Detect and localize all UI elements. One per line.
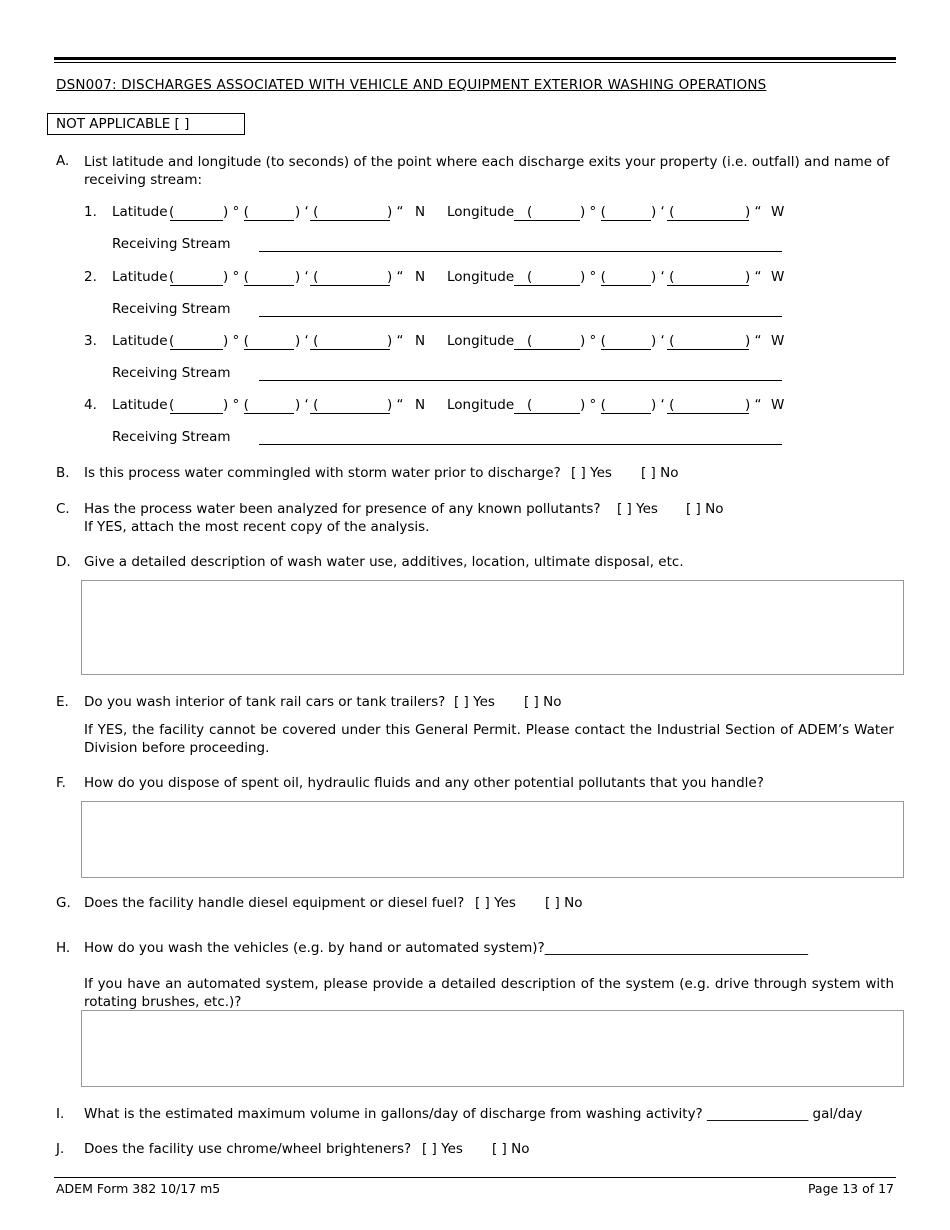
question-c-no-checkbox[interactable]: [ ] No bbox=[686, 501, 724, 517]
longitude-seconds-field[interactable] bbox=[667, 285, 749, 286]
latitude-minutes-field[interactable] bbox=[244, 349, 294, 350]
receiving-stream-field[interactable] bbox=[259, 251, 782, 252]
longitude-label: Longitude bbox=[447, 397, 515, 413]
question-f-text: How do you dispose of spent oil, hydraulic fluids and any other potential pollutants that you handle? bbox=[84, 775, 764, 791]
latitude-minutes-field[interactable] bbox=[244, 413, 294, 414]
longitude-seconds-field[interactable] bbox=[667, 220, 749, 221]
latitude-second-mark: ) “ bbox=[387, 269, 404, 285]
question-b-yes-checkbox[interactable]: [ ] Yes bbox=[571, 465, 612, 481]
outfall-row bbox=[0, 333, 950, 353]
latitude-degrees-field[interactable] bbox=[170, 413, 223, 414]
longitude-degrees-field[interactable] bbox=[514, 285, 580, 286]
question-letter: G. bbox=[56, 895, 71, 911]
question-e-text: Do you wash interior of tank rail cars or tank trailers? bbox=[84, 694, 446, 710]
longitude-degrees-field[interactable] bbox=[514, 220, 580, 221]
question-letter: B. bbox=[56, 465, 70, 481]
latitude-degree-mark: ) ° ( bbox=[223, 333, 249, 349]
longitude-second-mark: ) “ bbox=[745, 204, 762, 220]
question-g-yes-checkbox[interactable]: [ ] Yes bbox=[475, 895, 516, 911]
question-letter: J. bbox=[56, 1141, 65, 1157]
not-applicable-box[interactable] bbox=[47, 113, 245, 135]
question-d-text: Give a detailed description of wash water use, additives, location, ultimate disposal, etc. bbox=[84, 554, 684, 570]
longitude-minute-mark: ) ‘ ( bbox=[651, 269, 675, 285]
latitude-minutes-field[interactable] bbox=[244, 220, 294, 221]
longitude-second-mark: ) “ bbox=[745, 269, 762, 285]
longitude-minute-mark: ) ‘ ( bbox=[651, 333, 675, 349]
longitude-label: Longitude bbox=[447, 204, 515, 220]
latitude-minute-mark: ) ‘ ( bbox=[295, 397, 319, 413]
question-h-text[interactable]: How do you wash the vehicles (e.g. by hand or automated system)?_______________________________________ bbox=[84, 940, 808, 956]
latitude-open-paren: ( bbox=[169, 333, 175, 349]
west-label: W bbox=[771, 333, 785, 349]
longitude-minutes-field[interactable] bbox=[601, 413, 651, 414]
longitude-open-paren: ( bbox=[527, 269, 533, 285]
longitude-degree-mark: ) ° ( bbox=[580, 204, 606, 220]
not-applicable-label: NOT APPLICABLE [ ] bbox=[56, 116, 190, 132]
latitude-minutes-field[interactable] bbox=[244, 285, 294, 286]
question-e-no-checkbox[interactable]: [ ] No bbox=[524, 694, 562, 710]
longitude-open-paren: ( bbox=[527, 397, 533, 413]
latitude-minute-mark: ) ‘ ( bbox=[295, 204, 319, 220]
question-e-yes-checkbox[interactable]: [ ] Yes bbox=[454, 694, 495, 710]
question-letter: F. bbox=[56, 775, 66, 791]
north-label: N bbox=[415, 397, 426, 413]
longitude-minutes-field[interactable] bbox=[601, 349, 651, 350]
latitude-degrees-field[interactable] bbox=[170, 285, 223, 286]
receiving-stream-field[interactable] bbox=[259, 444, 782, 445]
question-b-text: Is this process water commingled with storm water prior to discharge? bbox=[84, 465, 561, 481]
latitude-second-mark: ) “ bbox=[387, 333, 404, 349]
latitude-degrees-field[interactable] bbox=[170, 349, 223, 350]
footer-rule bbox=[54, 1177, 896, 1178]
question-letter: A. bbox=[56, 153, 70, 169]
receiving-stream-label: Receiving Stream bbox=[112, 429, 231, 445]
question-h-textarea[interactable] bbox=[81, 1010, 904, 1087]
question-letter: I. bbox=[56, 1106, 65, 1122]
question-c-note: If YES, attach the most recent copy of the analysis. bbox=[84, 519, 430, 535]
outfall-number: 2. bbox=[84, 269, 97, 285]
north-label: N bbox=[415, 269, 426, 285]
question-c-yes-checkbox[interactable]: [ ] Yes bbox=[617, 501, 658, 517]
question-f-textarea[interactable] bbox=[81, 801, 904, 878]
latitude-seconds-field[interactable] bbox=[310, 285, 390, 286]
longitude-degree-mark: ) ° ( bbox=[580, 397, 606, 413]
question-g-no-checkbox[interactable]: [ ] No bbox=[545, 895, 583, 911]
header-rule-thin bbox=[54, 62, 896, 63]
outfall-number: 4. bbox=[84, 397, 97, 413]
question-letter: D. bbox=[56, 554, 71, 570]
longitude-degrees-field[interactable] bbox=[514, 413, 580, 414]
outfall-number: 3. bbox=[84, 333, 97, 349]
latitude-degree-mark: ) ° ( bbox=[223, 397, 249, 413]
north-label: N bbox=[415, 204, 426, 220]
west-label: W bbox=[771, 204, 785, 220]
longitude-degree-mark: ) ° ( bbox=[580, 269, 606, 285]
longitude-minute-mark: ) ‘ ( bbox=[651, 204, 675, 220]
longitude-degrees-field[interactable] bbox=[514, 349, 580, 350]
latitude-label: Latitude bbox=[112, 333, 168, 349]
question-c-text: Has the process water been analyzed for presence of any known pollutants? bbox=[84, 501, 601, 517]
west-label: W bbox=[771, 397, 785, 413]
longitude-minutes-field[interactable] bbox=[601, 220, 651, 221]
question-letter: E. bbox=[56, 694, 69, 710]
longitude-degree-mark: ) ° ( bbox=[580, 333, 606, 349]
west-label: W bbox=[771, 269, 785, 285]
latitude-degree-mark: ) ° ( bbox=[223, 204, 249, 220]
header-rule-thick bbox=[54, 57, 896, 60]
question-i-text[interactable]: What is the estimated maximum volume in gallons/day of discharge from washing activity? _______________ gal/day bbox=[84, 1106, 863, 1122]
longitude-label: Longitude bbox=[447, 333, 515, 349]
receiving-stream-field[interactable] bbox=[259, 380, 782, 381]
latitude-label: Latitude bbox=[112, 269, 168, 285]
latitude-label: Latitude bbox=[112, 397, 168, 413]
longitude-minutes-field[interactable] bbox=[601, 285, 651, 286]
outfall-row bbox=[0, 269, 950, 289]
question-letter: H. bbox=[56, 940, 71, 956]
longitude-second-mark: ) “ bbox=[745, 397, 762, 413]
question-j-yes-checkbox[interactable]: [ ] Yes bbox=[422, 1141, 463, 1157]
section-title: DSN007: DISCHARGES ASSOCIATED WITH VEHICLE AND EQUIPMENT EXTERIOR WASHING OPERATIONS bbox=[56, 77, 767, 93]
question-letter: C. bbox=[56, 501, 70, 517]
receiving-stream-label: Receiving Stream bbox=[112, 236, 231, 252]
longitude-minute-mark: ) ‘ ( bbox=[651, 397, 675, 413]
receiving-stream-label: Receiving Stream bbox=[112, 301, 231, 317]
longitude-seconds-field[interactable] bbox=[667, 349, 749, 350]
longitude-open-paren: ( bbox=[527, 333, 533, 349]
footer-form-number: ADEM Form 382 10/17 m5 bbox=[56, 1181, 221, 1196]
latitude-seconds-field[interactable] bbox=[310, 349, 390, 350]
outfall-row bbox=[0, 204, 950, 224]
latitude-open-paren: ( bbox=[169, 269, 175, 285]
latitude-degrees-field[interactable] bbox=[170, 220, 223, 221]
latitude-open-paren: ( bbox=[169, 204, 175, 220]
latitude-second-mark: ) “ bbox=[387, 397, 404, 413]
receiving-stream-label: Receiving Stream bbox=[112, 365, 231, 381]
question-b-no-checkbox[interactable]: [ ] No bbox=[641, 465, 679, 481]
latitude-label: Latitude bbox=[112, 204, 168, 220]
latitude-seconds-field[interactable] bbox=[310, 413, 390, 414]
footer-page-number: Page 13 of 17 bbox=[807, 1181, 894, 1196]
north-label: N bbox=[415, 333, 426, 349]
question-a-text: List latitude and longitude (to seconds) of the point where each discharge exits your property (i.e. outfall) and name of receiving stream: bbox=[84, 154, 890, 188]
latitude-open-paren: ( bbox=[169, 397, 175, 413]
longitude-label: Longitude bbox=[447, 269, 515, 285]
latitude-seconds-field[interactable] bbox=[310, 220, 390, 221]
question-h-note: If you have an automated system, please provide a detailed description of the system (e.g. drive through system with rotating brushes, etc.)? bbox=[84, 976, 894, 1010]
latitude-minute-mark: ) ‘ ( bbox=[295, 333, 319, 349]
latitude-second-mark: ) “ bbox=[387, 204, 404, 220]
latitude-degree-mark: ) ° ( bbox=[223, 269, 249, 285]
longitude-open-paren: ( bbox=[527, 204, 533, 220]
question-j-text: Does the facility use chrome/wheel brighteners? bbox=[84, 1141, 412, 1157]
receiving-stream-field[interactable] bbox=[259, 316, 782, 317]
outfall-row bbox=[0, 397, 950, 417]
longitude-seconds-field[interactable] bbox=[667, 413, 749, 414]
question-g-text: Does the facility handle diesel equipment or diesel fuel? bbox=[84, 895, 465, 911]
longitude-second-mark: ) “ bbox=[745, 333, 762, 349]
outfall-number: 1. bbox=[84, 204, 97, 220]
question-e-note: If YES, the facility cannot be covered under this General Permit. Please contact the Industrial Section of ADEM’s Water Division before proceeding. bbox=[84, 722, 894, 756]
latitude-minute-mark: ) ‘ ( bbox=[295, 269, 319, 285]
question-j-no-checkbox[interactable]: [ ] No bbox=[492, 1141, 530, 1157]
question-d-textarea[interactable] bbox=[81, 580, 904, 675]
